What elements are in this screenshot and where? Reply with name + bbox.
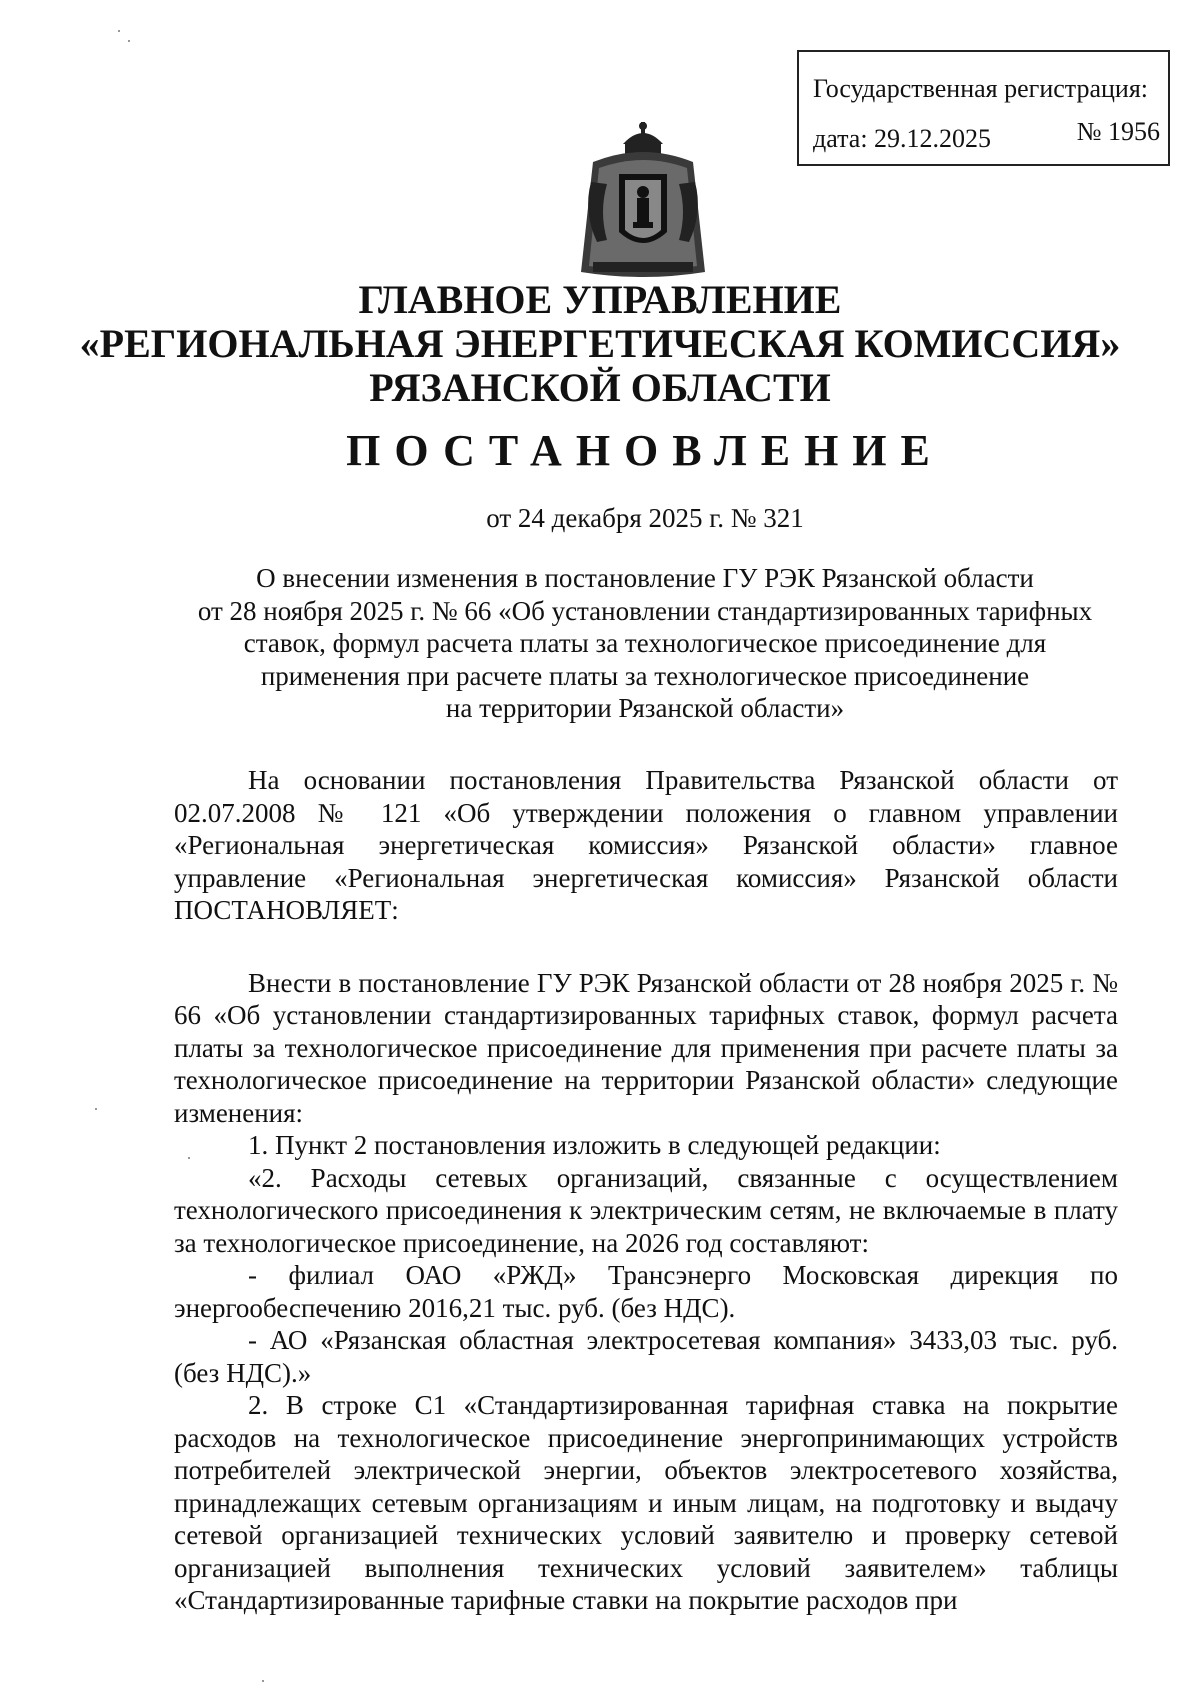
preamble-paragraph: На основании постановления Правительства Рязанской области от 02.07.2008 № 121 «Об утверждении положения о главном управлении «Региональная энергетическая комиссия» Рязанской области» главное управление «Региональная энергетическая комиссия» Рязанской области ПОСТАНОВЛЯЕТ: bbox=[174, 765, 1118, 925]
item-2-paragraph: 2. В строке С1 «Стандартизированная тарифная ставка на покрытие расходов на технологическое присоединение энергопринимающих устройств потребителей электрической энергии, объектов электросетевого хозяйства, принадлежащих сетевым организациям и иным лицам, на подготовку и выдачу сетевой организацией технических условий заявителю и проверку сетевой организацией выполнения технических условий заявителем» таблицы «Стандартизированные тарифные ставки на покрытие расходов при bbox=[174, 1390, 1118, 1615]
registration-title: Государственная регистрация: bbox=[813, 74, 1149, 103]
registration-box bbox=[797, 50, 1170, 166]
item-1-text: «2. Расходы сетевых организаций, связанные с осуществлением технологического присоединения к электрическим сетям, не включаемые в плату за технологическое присоединение, на 2026 год составляют: bbox=[174, 1162, 1118, 1258]
decree-title: ПОСТАНОВЛЕНИЕ bbox=[346, 426, 944, 475]
decree-date: от 24 декабря 2025 г. № 321 bbox=[486, 503, 804, 533]
intro-paragraph: Внести в постановление ГУ РЭК Рязанской области от 28 ноября 2025 г. № 66 «Об установлении стандартизированных тарифных ставок, формул расчета платы за технологическое присоединение для применения при расчете платы за технологическое присоединение на территории Рязанской области» следующие изменения: bbox=[174, 967, 1118, 1128]
item-1-rzd: - филиал ОАО «РЖД» Трансэнерго Московская дирекция по энергообеспечению 2016,21 тыс. руб. (без НДС). bbox=[174, 1260, 1118, 1323]
subject-line: на территории Рязанской области» bbox=[445, 693, 845, 723]
scan-speck bbox=[262, 1680, 264, 1682]
item-1-heading: 1. Пункт 2 постановления изложить в следующей редакции: bbox=[248, 1130, 941, 1160]
decree-body bbox=[174, 764, 1118, 1617]
item-1-rosk: - АО «Рязанская областная электросетевая компания» 3433,03 тыс. руб. (без НДС).» bbox=[174, 1325, 1118, 1388]
scan-speck bbox=[118, 30, 120, 32]
scan-speck bbox=[128, 40, 130, 42]
ryazan-coat-of-arms-icon bbox=[573, 122, 713, 282]
org-line-2: «РЕГИОНАЛЬНАЯ ЭНЕРГЕТИЧЕСКАЯ КОМИССИЯ» bbox=[79, 321, 1121, 366]
subject-line: О внесении изменения в постановление ГУ РЭК Рязанской области bbox=[256, 563, 1034, 593]
org-line-1: ГЛАВНОЕ УПРАВЛЕНИЕ bbox=[358, 277, 842, 322]
organization-header bbox=[0, 278, 1200, 410]
registration-number: № 1956 bbox=[1076, 117, 1160, 146]
scan-speck bbox=[188, 1157, 190, 1159]
scan-speck bbox=[95, 1108, 97, 1110]
subject-line: от 28 ноября 2025 г. № 66 «Об установлении стандартизированных тарифных bbox=[197, 595, 1093, 626]
subject-line: ставок, формул расчета платы за технологическое присоединение для bbox=[243, 628, 1047, 658]
subject-line: применения при расчете платы за технологическое присоединение bbox=[260, 660, 1030, 691]
registration-date: дата: 29.12.2025 bbox=[813, 124, 992, 153]
org-line-3: РЯЗАНСКОЙ ОБЛАСТИ bbox=[369, 365, 831, 410]
paragraph-gap bbox=[174, 927, 1118, 967]
decree-subject bbox=[170, 562, 1120, 725]
